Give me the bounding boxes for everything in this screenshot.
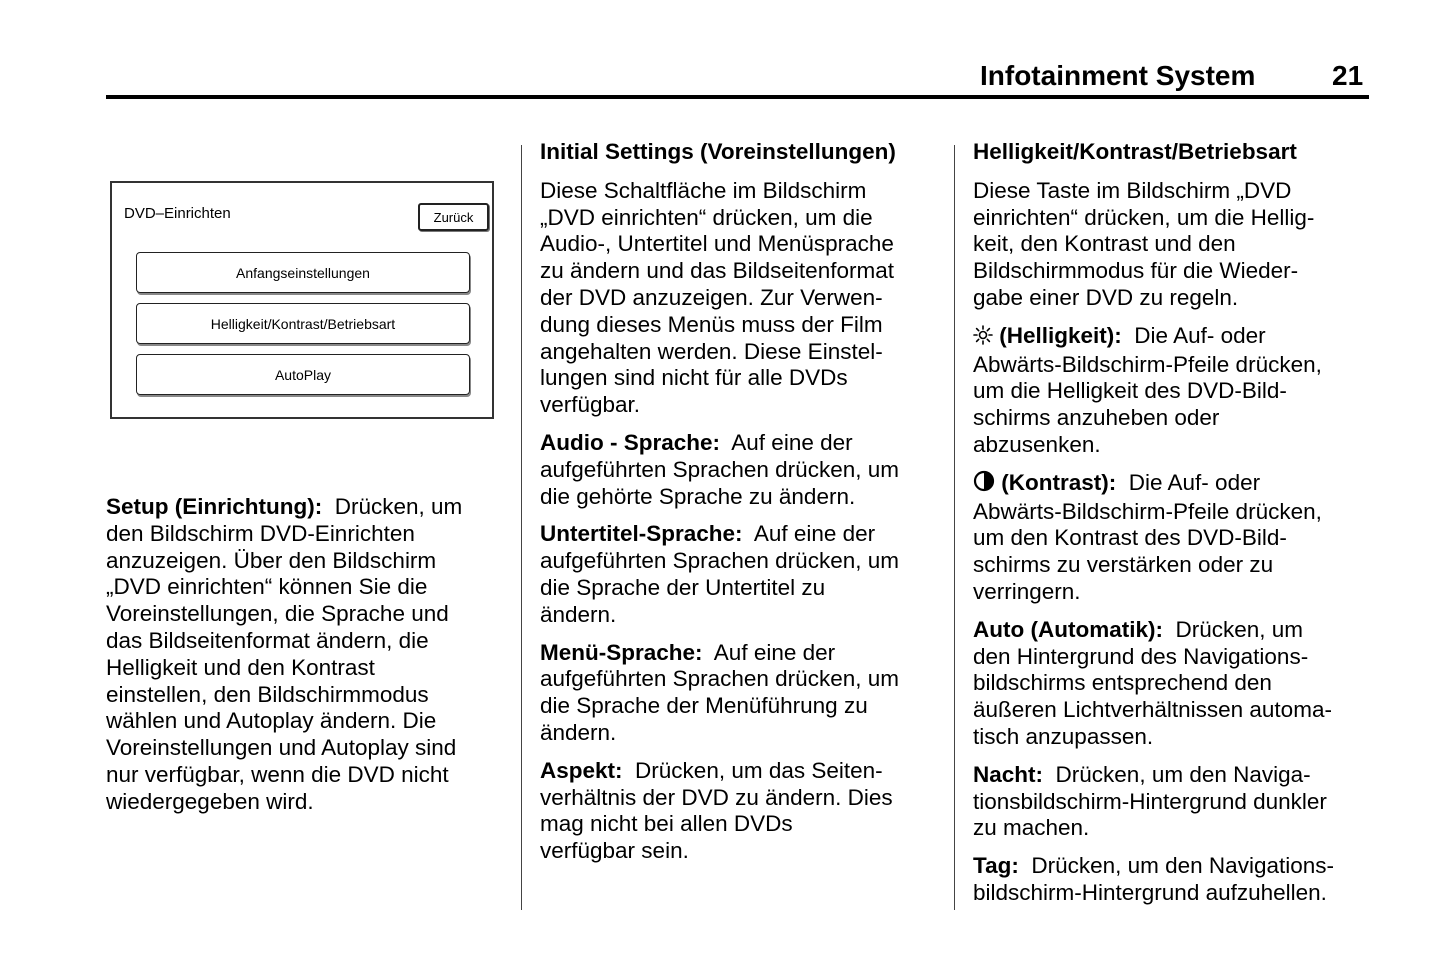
contrast-paragraph (973, 470, 1373, 606)
header-rule (106, 95, 1369, 99)
text-line: Audio-, Untertitel und Menüsprache (540, 231, 894, 257)
column-divider (521, 145, 522, 910)
column-1 (106, 494, 506, 827)
back-button[interactable]: Zurück (418, 203, 489, 231)
subtitle-language-label: Untertitel-Sprache: (540, 521, 743, 547)
text-line: Drücken, um (1175, 616, 1304, 642)
initial-settings-heading: Initial Settings (Voreinstellungen) (540, 139, 896, 164)
night-label: Nacht: (973, 761, 1044, 787)
text-line: um den Kontrast des DVD-Bild- (973, 525, 1287, 551)
auto-label: Auto (Automatik): (973, 616, 1163, 642)
text-line: zu ändern und das Bildseitenformat (540, 258, 894, 284)
text-line: äußeren Lichtverhältnissen automa- (973, 697, 1332, 723)
auto-paragraph (973, 617, 1373, 751)
night-paragraph (973, 762, 1373, 842)
subtitle-language-paragraph (540, 521, 940, 628)
text-line: Drücken, um das Seiten- (635, 757, 883, 783)
text-line: einrichten“ drücken, um die Hellig- (973, 204, 1315, 230)
text-line: ändern. (540, 719, 617, 745)
text-line: die Sprache der Menüführung zu (540, 693, 868, 719)
initial-settings-intro (540, 178, 940, 419)
page-header-title: Infotainment System (980, 60, 1256, 91)
text-line: schirms zu verstärken oder zu (973, 552, 1274, 578)
text-line: gabe einer DVD zu regeln. (973, 284, 1239, 310)
text-line: Abwärts-Bildschirm-Pfeile drücken, (973, 498, 1322, 524)
text-line: Drücken, um den Navigations- (1031, 853, 1334, 879)
text-line: einstellen, den Bildschirmmodus (106, 681, 429, 707)
brightness-icon (973, 325, 993, 352)
text-line: Diese Taste im Bildschirm „DVD (973, 177, 1292, 203)
text-line: „DVD einrichten“ drücken, um die (540, 204, 873, 230)
text-line: Diese Schaltfläche im Bildschirm (540, 177, 867, 203)
text-line: angehalten werden. Diese Einstel- (540, 338, 883, 364)
dvd-setup-screen-illustration (110, 181, 494, 419)
text-line: Voreinstellungen und Autoplay sind (106, 735, 457, 761)
contrast-label: (Kontrast): (1001, 469, 1117, 495)
column-divider (954, 145, 955, 910)
contrast-icon (973, 470, 995, 499)
dvd-screen-title: DVD–Einrichten (124, 205, 231, 222)
text-line: bildschirm-Hintergrund aufzuhellen. (973, 879, 1327, 905)
text-line: mag nicht bei allen DVDs (540, 811, 793, 837)
text-line: tionsbildschirm-Hintergrund dunkler (973, 788, 1327, 814)
text-line: Auf eine der (713, 639, 836, 665)
text-line: tisch anzupassen. (973, 723, 1154, 749)
text-line: aufgeführten Sprachen drücken, um (540, 548, 899, 574)
audio-language-label: Audio - Sprache: (540, 429, 721, 455)
text-line: ändern. (540, 601, 617, 627)
page-number: 21 (1332, 60, 1364, 91)
text-line: „DVD einrichten“ können Sie die (106, 574, 428, 600)
text-line: Die Auf- oder (1134, 322, 1266, 348)
audio-language-paragraph (540, 430, 940, 510)
aspect-label: Aspekt: (540, 757, 623, 783)
text-line: aufgeführten Sprachen drücken, um (540, 666, 899, 692)
text-line: wiedergegeben wird. (106, 788, 314, 814)
text-line: Auf eine der (731, 429, 853, 455)
setup-paragraph (106, 494, 506, 816)
text-line: der DVD anzuzeigen. Zur Verwen- (540, 284, 883, 310)
text-line: keit, den Kontrast und den (973, 231, 1236, 257)
menu-language-label: Menü-Sprache: (540, 639, 703, 665)
initial-settings-button[interactable]: Anfangseinstellungen (136, 252, 470, 293)
text-line: lungen sind nicht für alle DVDs (540, 365, 848, 391)
text-line: Abwärts-Bildschirm-Pfeile drücken, (973, 351, 1322, 377)
brightness-contrast-mode-button[interactable]: Helligkeit/Kontrast/Betriebsart (136, 303, 470, 344)
text-line: Die Auf- oder (1128, 469, 1261, 495)
text-line: die gehörte Sprache zu ändern. (540, 483, 856, 509)
text-line: verhältnis der DVD zu ändern. Dies (540, 784, 893, 810)
brightness-contrast-heading: Helligkeit/Kontrast/Betriebsart (973, 139, 1297, 164)
text-line: zu machen. (973, 815, 1090, 841)
text-line: nur verfügbar, wenn die DVD nicht (106, 761, 449, 787)
text-line: den Hintergrund des Navigations- (973, 643, 1309, 669)
autoplay-button[interactable]: AutoPlay (136, 354, 470, 395)
column-2 (540, 139, 940, 876)
setup-label: Setup (Einrichtung): (106, 494, 323, 519)
text-line: um die Helligkeit des DVD-Bild- (973, 378, 1287, 404)
text-line: Auf eine der (753, 521, 876, 547)
text-line: Drücken, um (334, 494, 463, 519)
text-line: abzusenken. (973, 431, 1101, 457)
day-label: Tag: (973, 853, 1019, 879)
day-paragraph (973, 853, 1373, 907)
text-line: anzuzeigen. Über den Bildschirm (106, 547, 437, 573)
text-line: Voreinstellungen, die Sprache und (106, 601, 449, 627)
text-line: verringern. (973, 578, 1081, 604)
text-line: wählen und Autoplay ändern. Die (106, 708, 437, 734)
column-3 (973, 139, 1373, 918)
text-line: bildschirms entsprechend den (973, 670, 1272, 696)
text-line: Drücken, um den Naviga- (1055, 761, 1311, 787)
text-line: aufgeführten Sprachen drücken, um (540, 456, 899, 482)
aspect-paragraph (540, 758, 940, 865)
brightness-contrast-intro (973, 178, 1373, 312)
brightness-paragraph (973, 323, 1373, 459)
text-line: das Bildseitenformat ändern, die (106, 627, 429, 653)
menu-language-paragraph (540, 640, 940, 747)
text-line: Helligkeit und den Kontrast (106, 654, 375, 680)
text-line: den Bildschirm DVD-Einrichten (106, 520, 415, 546)
text-line: verfügbar. (540, 392, 641, 418)
text-line: die Sprache der Untertitel zu (540, 574, 826, 600)
text-line: schirms anzuheben oder (973, 405, 1220, 431)
text-line: verfügbar sein. (540, 838, 689, 864)
text-line: dung dieses Menüs muss der Film (540, 311, 883, 337)
text-line: Bildschirmmodus für die Wieder- (973, 258, 1299, 284)
brightness-label: (Helligkeit): (999, 322, 1122, 348)
